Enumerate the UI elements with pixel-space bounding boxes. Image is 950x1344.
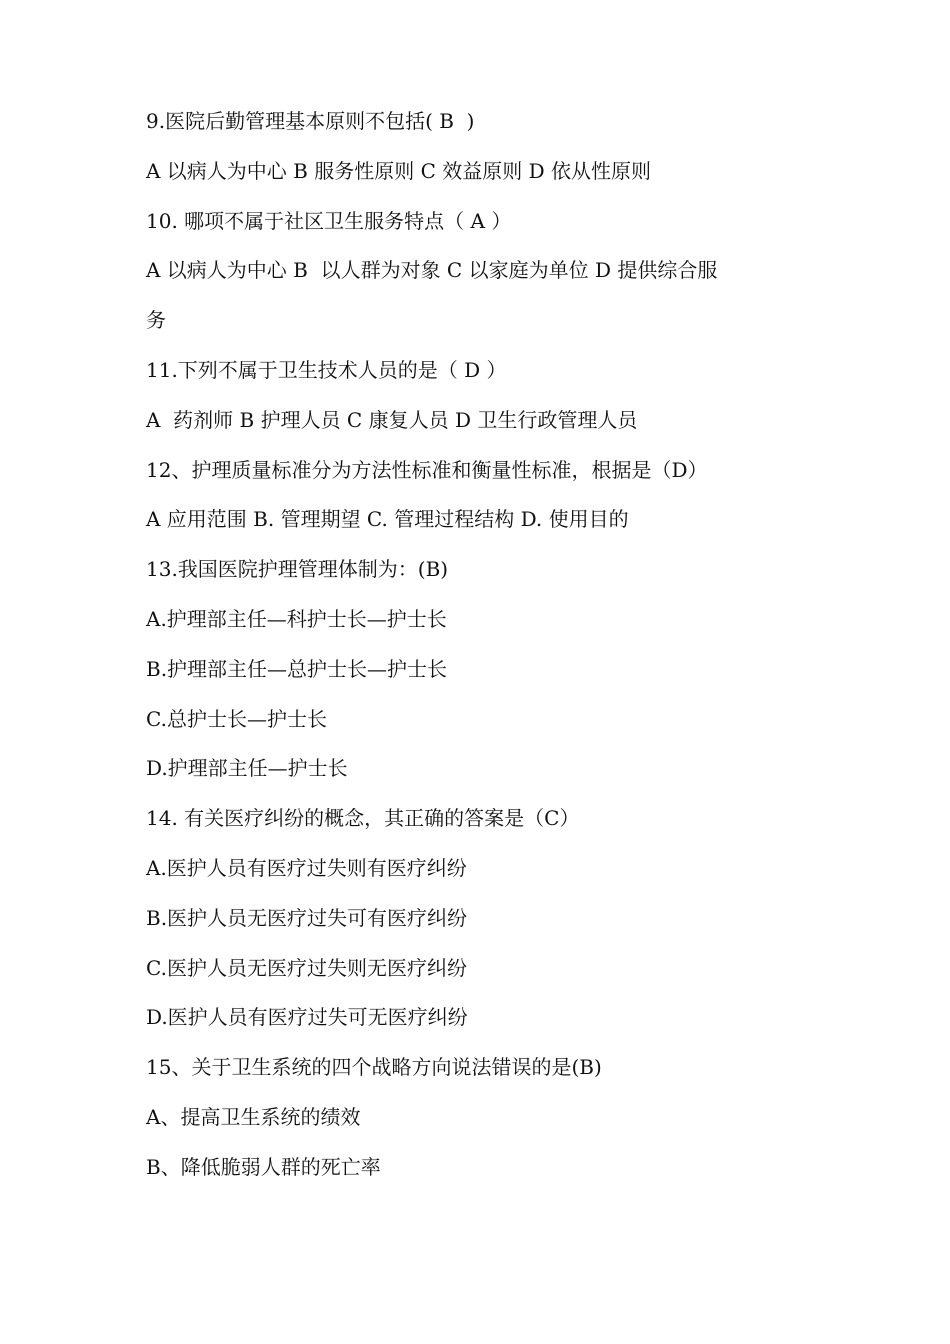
question-11-stem: 11.下列不属于卫生技术人员的是（ D ） [146, 357, 507, 382]
question-10-options-continued: 务 [146, 308, 166, 333]
question-10-options: A 以病人为中心 B 以人群为对象 C 以家庭为单位 D 提供综合服 [146, 258, 718, 283]
question-13-option-a: A.护理部主任—科护士长—护士长 [146, 606, 447, 631]
question-9-stem: 9.医院后勤管理基本原则不包括( B ) [146, 109, 475, 133]
question-15-option-a: A、提高卫生系统的绩效 [146, 1104, 361, 1129]
question-text-block [146, 103, 816, 1199]
question-13-option-b: B.护理部主任—总护士长—护士长 [146, 656, 448, 681]
question-15-option-b: B、降低脆弱人群的死亡率 [146, 1154, 381, 1179]
question-14-stem: 14. 有关医疗纠纷的概念，其正确的答案是（C） [146, 806, 580, 831]
question-12-options: A 应用范围 B. 管理期望 C. 管理过程结构 D. 使用目的 [146, 507, 629, 532]
question-11-options: A 药剂师 B 护理人员 C 康复人员 D 卫生行政管理人员 [146, 407, 638, 432]
question-9-options: A 以病人为中心 B 服务性原则 C 效益原则 D 依从性原则 [146, 158, 651, 183]
question-13-stem: 13.我国医院护理管理体制为：(B) [146, 557, 449, 582]
question-13-option-c: C.总护士长—护士长 [146, 706, 327, 731]
question-12-stem: 12、护理质量标准分为方法性标准和衡量性标准，根据是（D） [146, 457, 708, 482]
question-10-stem: 10. 哪项不属于社区卫生服务特点（ A ） [146, 208, 512, 233]
question-14-option-b: B.医护人员无医疗过失可有医疗纠纷 [146, 905, 468, 930]
question-14-option-c: C.医护人员无医疗过失则无医疗纠纷 [146, 955, 467, 980]
question-14-option-a: A.医护人员有医疗过失则有医疗纠纷 [146, 855, 467, 880]
question-13-option-d: D.护理部主任—护士长 [146, 756, 348, 781]
question-15-stem: 15、关于卫生系统的四个战略方向说法错误的是(B) [146, 1055, 602, 1080]
question-14-option-d: D.医护人员有医疗过失可无医疗纠纷 [146, 1005, 468, 1030]
